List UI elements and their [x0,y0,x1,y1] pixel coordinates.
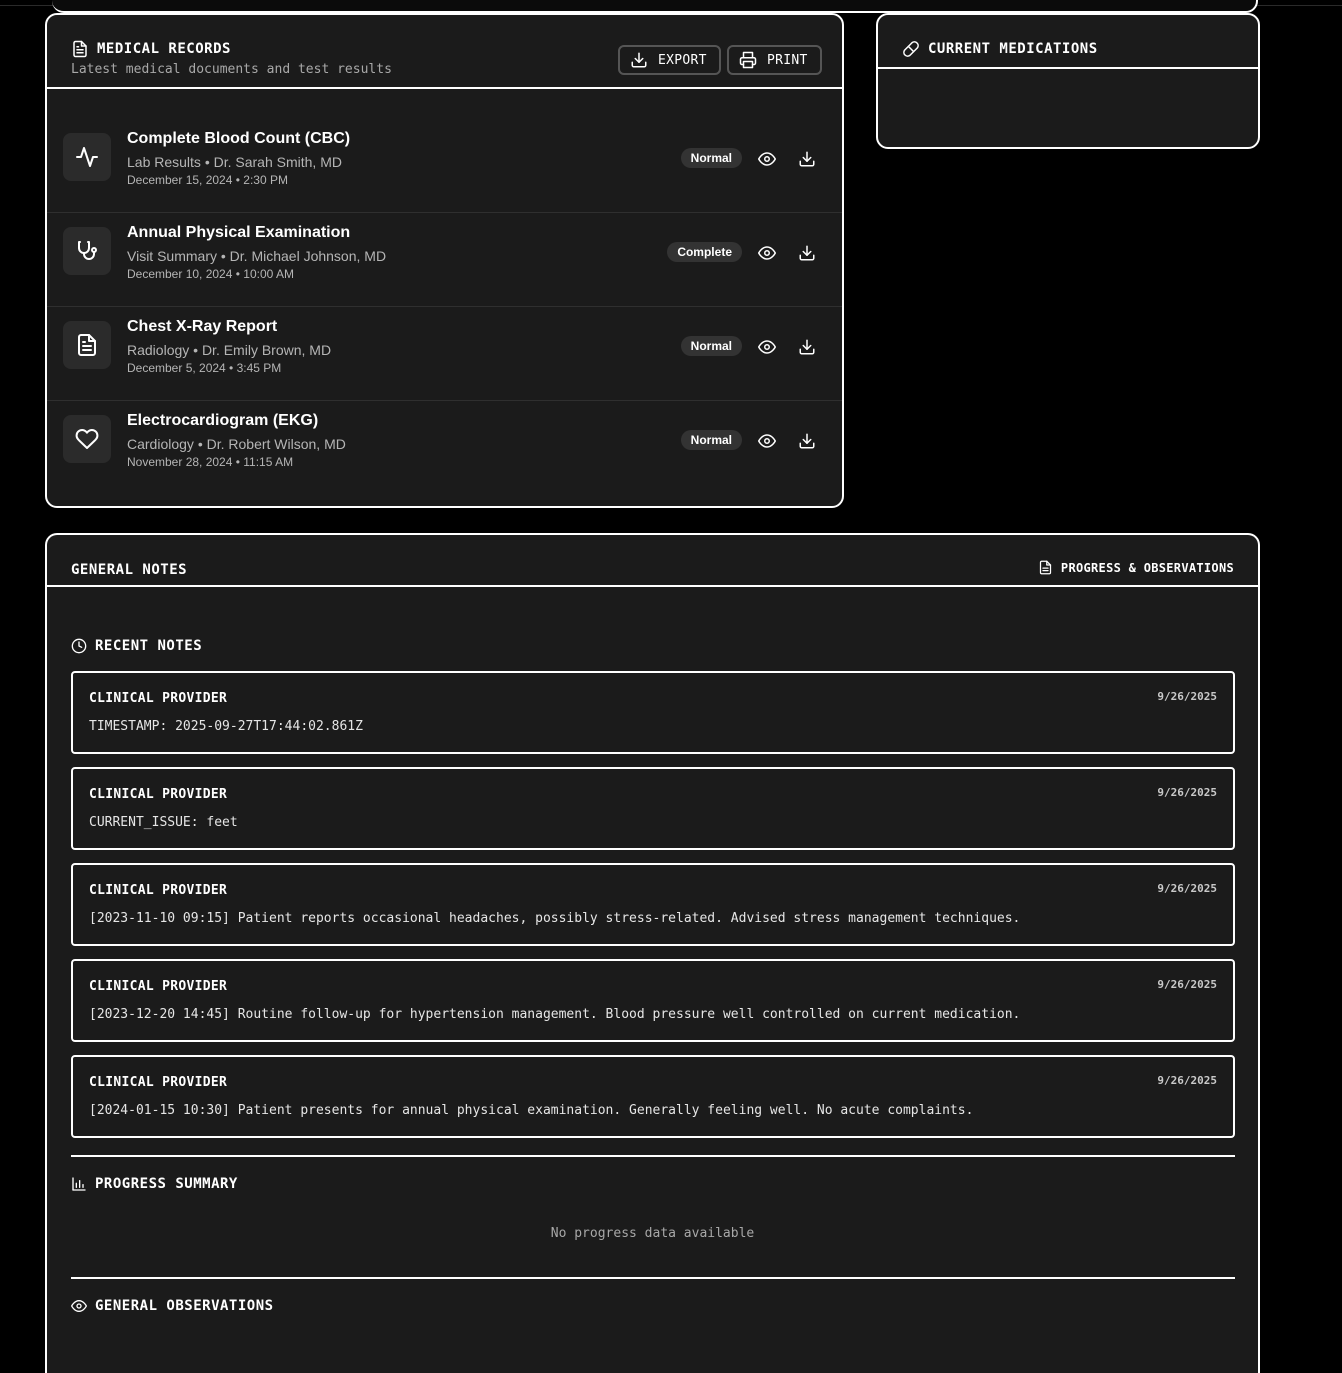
note-text: CURRENT_ISSUE: feet [89,815,238,830]
section-divider [71,1277,1235,1279]
recent-notes-title [71,638,202,654]
progress-summary-title-text: PROGRESS SUMMARY [95,1176,238,1192]
note-author: CLINICAL PROVIDER [89,883,228,898]
export-button[interactable] [618,45,721,75]
record-title: Annual Physical Examination [127,224,351,241]
record-title: Complete Blood Count (CBC) [127,130,351,147]
record-row[interactable] [47,213,842,307]
record-subtitle: Visit Summary • Dr. Michael Johnson, MD [127,248,387,264]
record-row[interactable] [47,401,842,494]
record-date: December 5, 2024 • 3:45 PM [127,361,282,375]
medications-title-text: CURRENT MEDICATIONS [928,41,1098,57]
export-label: EXPORT [658,52,707,68]
record-title: Chest X-Ray Report [127,318,278,335]
note-text: [2024-01-15 10:30] Patient presents for annual physical examination. Generally feeling well. No acute complaints. [89,1103,974,1118]
heart-icon [63,415,111,463]
download-icon[interactable] [796,336,818,358]
current-medications-card [876,13,1260,149]
note-card[interactable] [71,1055,1235,1138]
section-divider [71,1155,1235,1157]
eye-icon [71,1298,87,1314]
print-label: PRINT [767,52,808,68]
recent-notes-title-text: RECENT NOTES [95,638,203,654]
download-icon [630,51,648,69]
progress-empty-message: No progress data available [550,1226,755,1241]
record-title: Electrocardiogram (EKG) [127,412,319,429]
activity-icon [63,133,111,181]
eye-icon[interactable] [756,148,778,170]
note-author: CLINICAL PROVIDER [89,979,228,994]
general-notes-title: GENERAL NOTES [71,562,188,578]
note-author: CLINICAL PROVIDER [89,1075,228,1090]
download-icon[interactable] [796,148,818,170]
pill-icon [902,40,920,58]
note-date: 9/26/2025 [1157,690,1217,703]
record-subtitle: Lab Results • Dr. Sarah Smith, MD [127,154,342,170]
status-badge: Complete [667,242,742,262]
medical-records-card [45,13,844,508]
progress-observations-label [1038,560,1234,575]
note-card[interactable] [71,671,1235,754]
record-subtitle: Radiology • Dr. Emily Brown, MD [127,342,332,358]
previous-card-edge [52,0,1258,13]
eye-icon[interactable] [756,242,778,264]
download-icon[interactable] [796,242,818,264]
note-date: 9/26/2025 [1157,786,1217,799]
print-button[interactable] [727,45,822,75]
eye-icon[interactable] [756,336,778,358]
document-icon [1038,560,1053,575]
general-observations-title [71,1298,274,1314]
record-row[interactable] [47,307,842,401]
note-author: CLINICAL PROVIDER [89,691,228,706]
status-badge: Normal [681,148,742,168]
medical-records-subtitle: Latest medical documents and test results [71,62,392,77]
note-text: [2023-12-20 14:45] Routine follow-up for hypertension management. Blood pressure well controlled on current medication. [89,1007,1021,1022]
note-date: 9/26/2025 [1157,978,1217,991]
progress-observations-text: PROGRESS & OBSERVATIONS [1060,560,1234,575]
status-badge: Normal [681,430,742,450]
note-author: CLINICAL PROVIDER [89,787,228,802]
document-icon [71,40,89,58]
eye-icon[interactable] [756,430,778,452]
note-text: TIMESTAMP: 2025-09-27T17:44:02.861Z [89,719,363,734]
record-date: November 28, 2024 • 11:15 AM [127,455,294,469]
general-notes-header [47,535,1258,587]
records-list [47,119,842,494]
record-date: December 15, 2024 • 2:30 PM [127,173,288,187]
note-card[interactable] [71,959,1235,1042]
record-date: December 10, 2024 • 10:00 AM [127,267,294,281]
general-observations-title-text: GENERAL OBSERVATIONS [95,1298,274,1314]
progress-summary-title [71,1176,238,1192]
medical-records-header [47,15,842,89]
general-notes-card [45,533,1260,1373]
medical-records-title [71,40,231,58]
medical-records-title-text: MEDICAL RECORDS [97,41,231,57]
stethoscope-icon [63,227,111,275]
record-row[interactable] [47,119,842,213]
record-subtitle: Cardiology • Dr. Robert Wilson, MD [127,436,346,452]
medications-header [878,15,1258,69]
document-icon [63,321,111,369]
bar-chart-icon [71,1176,87,1192]
download-icon[interactable] [796,430,818,452]
medications-title [902,40,1098,58]
note-text: [2023-11-10 09:15] Patient reports occasional headaches, possibly stress-related. Advised stress management techniques. [89,911,1021,926]
note-date: 9/26/2025 [1157,1074,1217,1087]
status-badge: Normal [681,336,742,356]
note-card[interactable] [71,863,1235,946]
note-card[interactable] [71,767,1235,850]
note-date: 9/26/2025 [1157,882,1217,895]
clock-icon [71,638,87,654]
printer-icon [739,51,757,69]
